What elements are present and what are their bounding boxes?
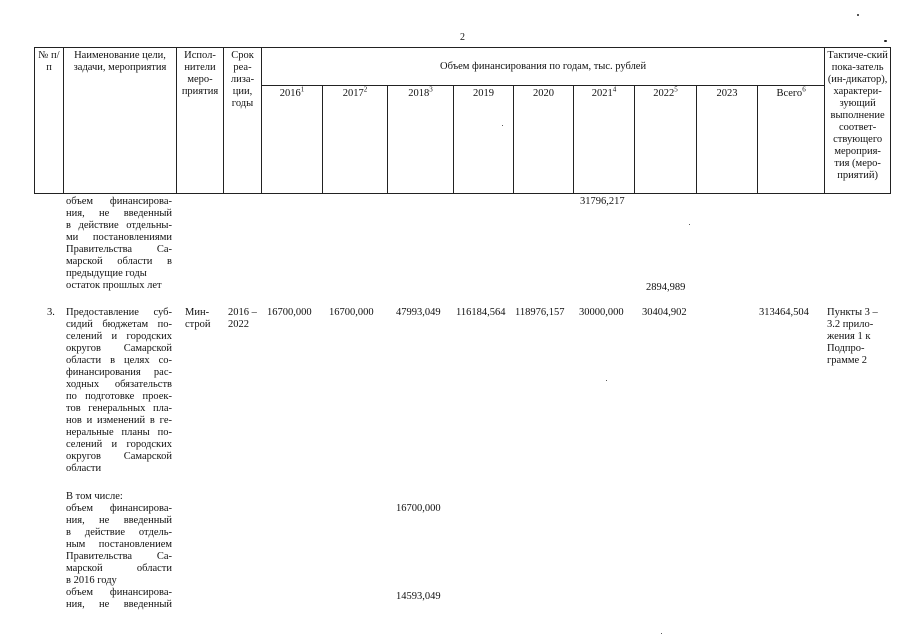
row-3-executor: Мин- строй	[185, 307, 211, 330]
scan-speck	[689, 224, 690, 225]
year-2018-header: 2018$^3$	[388, 86, 454, 194]
remainder-label: остаток прошлых лет	[66, 280, 162, 291]
col-indicator-header: Тактиче-ский пока-затель (ин-дикатор), характери-зующий выполнение соответ-ствующего мероприя-тия (меро-приятий)	[825, 48, 891, 194]
subitem-2016-2018-value: 16700,000	[396, 503, 441, 514]
year-2016-header: 2016$^1$	[262, 86, 323, 194]
year-2021-header: 2021$^4$	[574, 86, 635, 194]
row-3-2022-value: 30404,902	[642, 307, 687, 318]
year-2017-header: 2017$^2$	[323, 86, 388, 194]
year-2022-header: 2022$^5$	[635, 86, 697, 194]
subitem-2016-description: объем финансирова- ния, не введенный в действие отдель- ным постановлением Правительства Са- марской области в 2016 году объем финансирова- ния, не введенный	[66, 503, 172, 610]
scan-speck	[502, 125, 503, 126]
total-header: Всего$^6$	[758, 86, 825, 194]
col-name-header: Наименование цели, задачи, мероприятия	[64, 48, 177, 194]
row-3-number: 3.	[47, 307, 55, 318]
col-term-header: Срок реа-лиза-ции, годы	[224, 48, 262, 194]
subitem-2-2018-value: 14593,049	[396, 591, 441, 602]
row-3-total-value: 313464,504	[759, 307, 809, 318]
carry-over-2021-value: 31796,217	[580, 196, 625, 207]
row-3-2016-value: 16700,000	[267, 307, 312, 318]
row-3-name: Предоставление суб- сидий бюджетам по- селений и городских округов Самарской области в целях со- финансирования рас- ходных обязательств по подготовке проек- тов генеральных пла- нов и изменений в ге- неральные планы по- селений и городских округов Самарской области	[66, 307, 172, 474]
col-number-header: № п/п	[35, 48, 64, 194]
col-executor-header: Испол-нители меро-приятия	[177, 48, 224, 194]
year-2023-header: 2023	[697, 86, 758, 194]
row-3-2021-value: 30000,000	[579, 307, 624, 318]
scan-speck	[884, 40, 887, 42]
row-3-indicator: Пункты 3 – 3.2 прило- жения 1 к Подпро- грамме 2	[827, 307, 878, 366]
year-2020-header: 2020	[514, 86, 574, 194]
col-funding-header: Объем финансирования по годам, тыс. рублей	[262, 48, 825, 86]
scan-speck	[661, 633, 662, 634]
row-3-term: 2016 – 2022	[228, 307, 257, 330]
row-3-2018-value: 47993,049	[396, 307, 441, 318]
header-table	[34, 47, 891, 194]
including-label: В том числе:	[66, 491, 123, 502]
remainder-2022-value: 2894,989	[646, 282, 686, 293]
row-3-2020-value: 118976,157	[515, 307, 565, 318]
page-number: 2	[460, 32, 465, 43]
carry-over-description: объем финансирова- ния, не введенный в действие отдельны- ми постановлениями Правительства Са- марской области в предыдущие годы остаток прошлых лет	[66, 196, 172, 291]
year-2019-header: 2019	[454, 86, 514, 194]
row-3-2019-value: 116184,564	[456, 307, 506, 318]
scan-speck	[606, 380, 607, 381]
scan-speck	[857, 14, 859, 16]
row-3-2017-value: 16700,000	[329, 307, 374, 318]
